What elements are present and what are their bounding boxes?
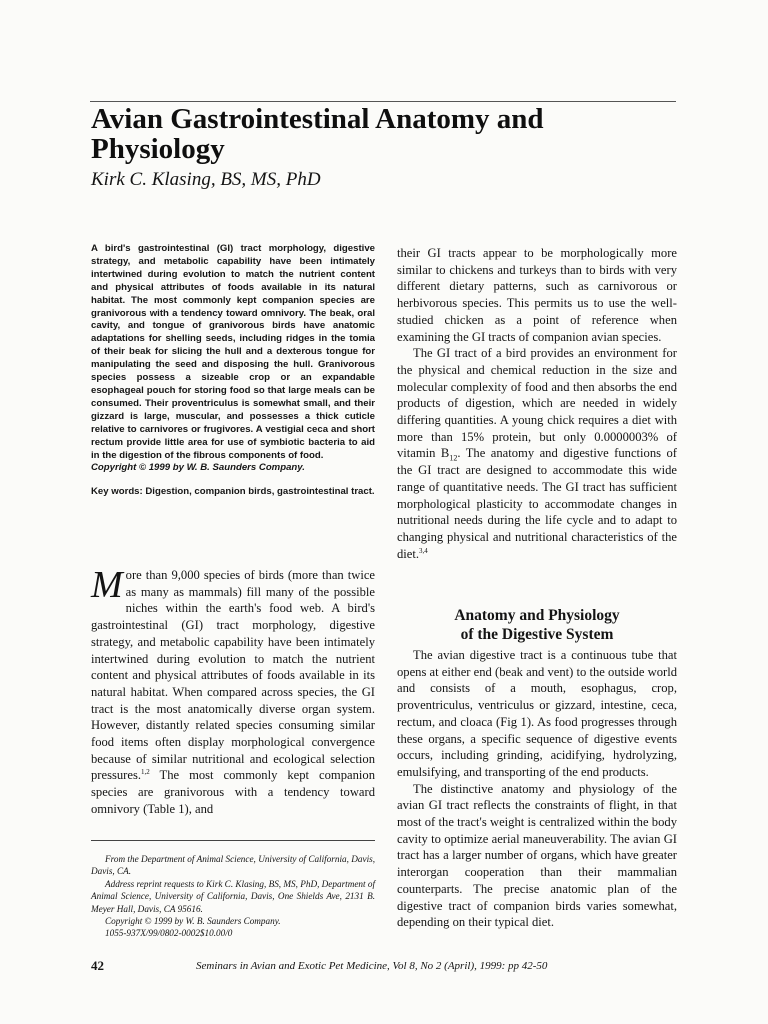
section-para-2: The distinctive anatomy and physiology of the avian GI tract reflects the constraints of flight, in that most of the tract's weight is centralized within the body cavity to optimize aerial maneuverability. The avian GI tract has a larger number of organs, which have greater interorgan cooperation than their mammalian counterparts. The precise anatomic plan of the digestive tract of companion birds varies somewhat, depending on their typical diet.	[397, 781, 677, 930]
right-para-2-b: . The anatomy and digestive functions of the GI tract are designed to accommodate this wide range of quantitative needs. The GI tract has sufficient morphological plasticity to accommodate changes in nutritional needs during the life cycle and to adapt to changing physical and nutritional characteristics of the diet.	[397, 446, 677, 561]
right-para-2-a: The GI tract of a bird provides an environment for the physical and chemical reduction in the size and molecular complexity of food and then absorbs the end products of digestion, which are needed in widely differing quantities. A young chick requires a diet with more than 15% protein, but only 0.0000003% of vitamin B	[397, 346, 677, 461]
footnotes	[91, 853, 375, 940]
footnote-affiliation: From the Department of Animal Science, University of California, Davis, Davis, CA.	[91, 854, 375, 877]
page-number: 42	[91, 958, 104, 973]
right-para-2	[397, 345, 677, 562]
section-para-1: The avian digestive tract is a continuous tube that opens at either end (beak and vent) to the outside world and consists of a mouth, esophagus, crop, proventriculus, ventriculus or gizzard, intestine, ceca, rectum, and cloaca (Fig 1). As food progresses through these organs, a specific sequence of digestive events occurs, including grinding, acidifying, hydrolyzing, emulsifying, and transporting of the end products.	[397, 648, 677, 779]
header-rule	[90, 101, 676, 102]
intro-paragraph	[91, 564, 375, 818]
footnote-reprint: Address reprint requests to Kirk C. Klasing, BS, MS, PhD, Department of Animal Science, University of California, Davis, One Shields Ave, 2131 B. Meyer Hall, Davis, CA 95616.	[91, 878, 375, 914]
vitamin-subscript: 12	[449, 453, 458, 463]
abstract	[91, 243, 375, 499]
abstract-copyright: Copyright © 1999 by W. B. Saunders Company.	[91, 462, 305, 474]
footnote-rule	[91, 840, 375, 841]
drop-cap: M	[91, 564, 123, 606]
right-column-intro	[397, 245, 677, 562]
right-para-1: their GI tracts appear to be morphologically more similar to chickens and turkeys than to birds with very different dietary patterns, such as carnivorous or herbivorous species. This permits us to use the well-studied chicken as a point of reference when examining the GI tracts of companion avian species.	[397, 246, 677, 344]
abstract-text: A bird's gastrointestinal (GI) tract morphology, digestive strategy, and metabolic capability have been intimately intertwined during evolution to match the nutrient content and physical attributes of foods available in its natural habitat. The most commonly kept companion species are granivorous with a tendency toward omnivory. The beak, oral cavity, and tongue of granivorous birds have anatomic adaptations for shelling seeds, including ridges in the tomia of their beak for slicing the hull and a dexterous tongue for manipulating the seed and disposing the hull. Granivorous species possess a sizeable crop or an expandable esophageal pouch for storing food so that large meals can be consumed. Their proventriculus is somewhat small, and their gizzard is large, muscular, and possesses a thick cuticle relative to carnivores or frugivores. A vestigial ceca and short rectum provide little area for use of symbiotic bacteria to aid in the digestion of the fibrous components of food.	[91, 243, 375, 461]
section-heading-line1: Anatomy and Physiology	[454, 607, 620, 624]
intro-text-b: The most commonly kept companion species are granivorous with a tendency toward omnivory (Table 1), and	[91, 768, 375, 816]
section-heading-line2: of the Digestive System	[460, 626, 614, 643]
intro-ref: 1,2	[141, 768, 150, 777]
author-line: Kirk C. Klasing, BS, MS, PhD	[91, 169, 321, 190]
journal-citation: Seminars in Avian and Exotic Pet Medicine, Vol 8, No 2 (April), 1999: pp 42-50	[196, 960, 548, 972]
footnote-doc-id: 1055-937X/99/0802-0002$10.00/0	[105, 928, 233, 939]
section-heading	[397, 606, 677, 644]
right-para-2-ref: 3,4	[419, 546, 428, 555]
article-title: Avian Gastrointestinal Anatomy and Physiology	[91, 103, 544, 165]
section-body	[397, 647, 677, 931]
footnote-copyright: Copyright © 1999 by W. B. Saunders Company.	[105, 916, 281, 927]
intro-text-a: ore than 9,000 species of birds (more than twice as many as mammals) fill many of the possible niches within the earth's food web. A bird's gastrointestinal (GI) tract morphology, digestive strategy, and metabolic capability have been intimately intertwined during evolution to match the nutrient content and physical attributes of foods available in its natural habitat. When compared across species, the GI tract is the most anatomically diverse organ system. However, distantly related species consuming similar food items often display morphological convergence because of similar nutritional and ecological selection pressures.	[91, 568, 375, 783]
keywords: Key words: Digestion, companion birds, gastrointestinal tract.	[91, 486, 375, 498]
